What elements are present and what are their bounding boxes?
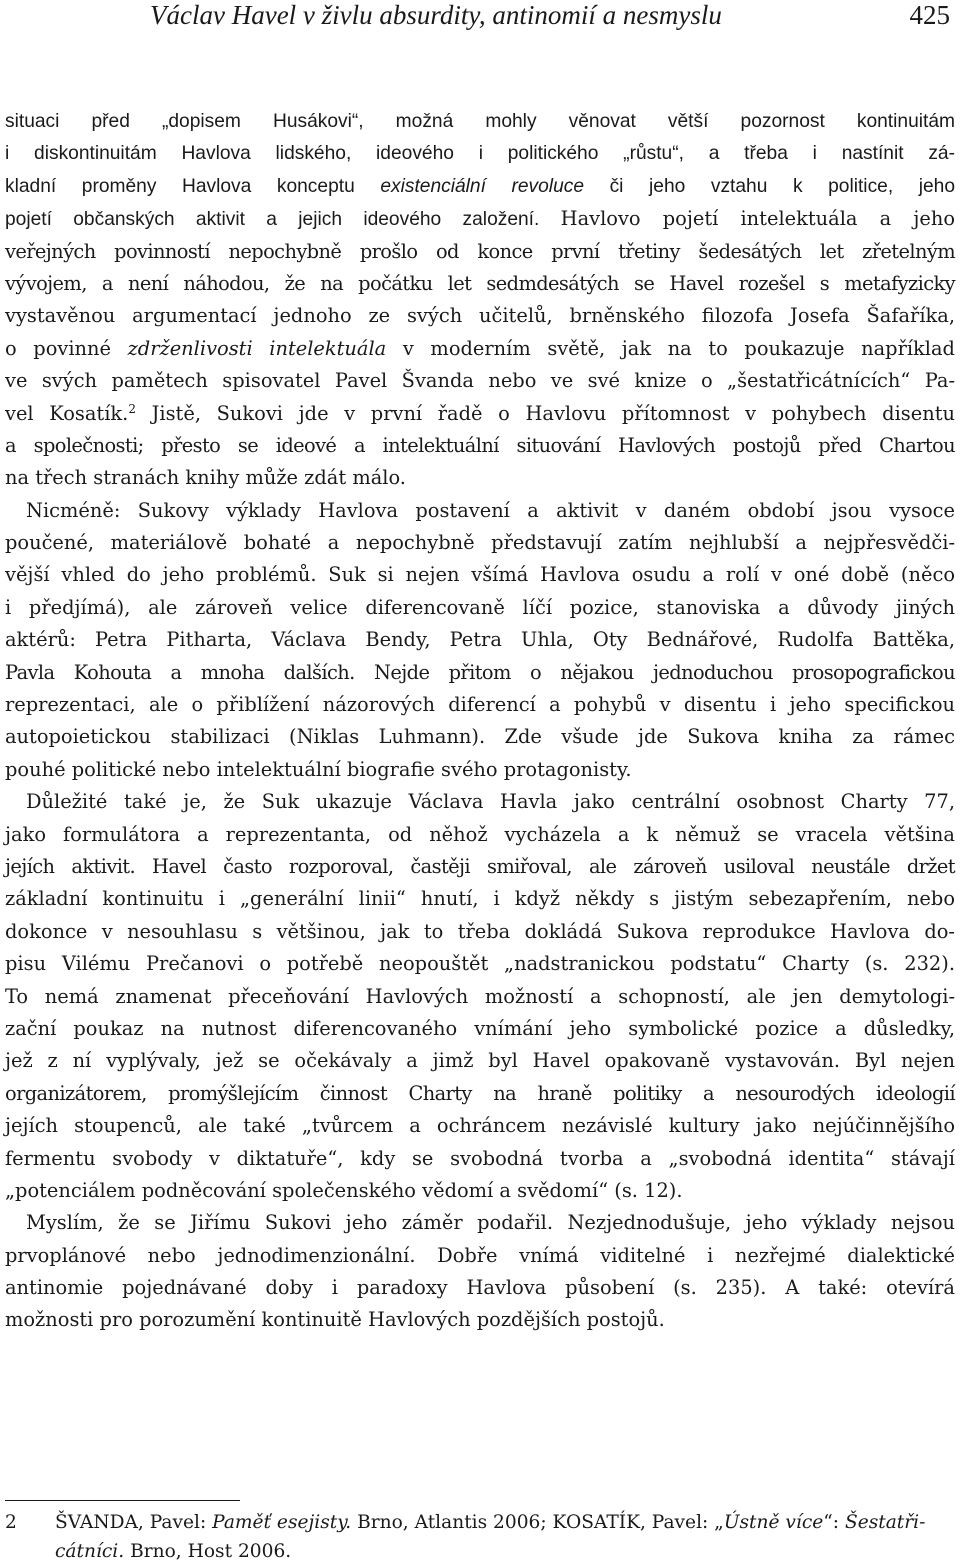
text-line xyxy=(5,689,955,721)
text-run: organizátorem, promýšlejícím činnost Charty na hraně politiky a nesourodých ideologií xyxy=(5,1081,955,1105)
text-line xyxy=(5,527,955,559)
italic-text: cátníci. xyxy=(55,1541,125,1562)
text-line xyxy=(5,592,955,624)
text-run: či jeho vztahu k politice, jeho xyxy=(584,175,956,197)
text-line xyxy=(5,851,955,883)
text-run: kladní proměny Havlova konceptu xyxy=(5,175,381,197)
text-line xyxy=(5,1304,955,1336)
text-line xyxy=(5,1240,955,1272)
text-run: základní kontinuitu i „generální linii“ hnutí, i když někdy s jistým sebezapřením, nebo xyxy=(5,887,955,911)
text-line xyxy=(5,786,955,818)
text-run: antinomie pojednávané doby i paradoxy Havlova působení (s. 235). A také: otevírá xyxy=(5,1276,955,1300)
text-line xyxy=(5,462,955,494)
text-run: dokonce v nesouhlasu s většinou, jak to třeba dokládá Sukova reprodukce Havlova do- xyxy=(5,919,955,943)
footnotes xyxy=(5,1508,955,1566)
text-line xyxy=(5,1045,955,1077)
italic-text: Šestatři- xyxy=(844,1512,926,1533)
text-run: situaci před „dopisem Husákovi“, možná mohly věnovat větší pozornost kontinuitám xyxy=(5,111,955,132)
text-line xyxy=(5,1175,955,1207)
text-line xyxy=(5,981,955,1013)
text-run: pouhé politické nebo intelektuální biografie svého protagonisty. xyxy=(5,757,632,781)
text-run: možnosti pro porozumění kontinuitě Havlových pozdějších postojů. xyxy=(5,1308,665,1332)
text-run: vystavěnou argumentací jednoho ze svých učitelů, brněnského filozofa Josefa Šafaříka, xyxy=(5,304,955,328)
text-run: Důležité také je, že Suk ukazuje Václava Havla jako centrální osobnost Charty 77, xyxy=(26,790,955,814)
text-run: i diskontinuitám Havlova lidského, ideového i politického „růstu“, a třeba i nastínit zá- xyxy=(5,143,955,165)
text-run: Brno, Atlantis 2006; KOSATÍK, Pavel: „ xyxy=(351,1512,724,1533)
text-run: zační poukaz na nutnost diferencovaného vnímání jeho symbolické pozice a důsledky, xyxy=(5,1016,955,1040)
text-line xyxy=(5,495,955,527)
text-run: vývojem, a není náhodou, že na počátku let sedmdesátých se Havel rozešel s metafyzicky xyxy=(5,271,955,295)
text-line xyxy=(5,268,955,300)
text-run: veřejných povinností nepochybně prošlo od konce první třetiny šedesátých let zřetelným xyxy=(5,239,955,263)
text-line xyxy=(5,657,955,689)
text-run: autopoietickou stabilizaci (Niklas Luhmann). Zde všude jde Sukova kniha za rámec xyxy=(5,725,955,749)
text-run: prvoplánové nebo jednodimenzionální. Dobře vnímá viditelné i nezřejmé dialektické xyxy=(5,1243,955,1267)
text-line xyxy=(5,721,955,753)
text-run: Pavla Kohouta a mnoha dalších. Nejde přitom o nějakou jednoduchou prosopografickou xyxy=(5,660,955,684)
text-line xyxy=(5,365,955,397)
text-line xyxy=(5,333,955,365)
text-run: o povinné xyxy=(5,336,128,360)
text-run: i předjímá), ale zároveň velice diferencovaně líčí pozice, stanoviska a důvody jiných xyxy=(5,595,955,619)
text-line xyxy=(5,106,955,138)
running-title: Václav Havel v živlu absurdity, antinomií a nesmyslu xyxy=(150,0,722,30)
text-run: Myslím, že se Jiřímu Sukovi jeho záměr podařil. Nezjednodušuje, jeho výklady nejsou xyxy=(26,1211,955,1235)
text-run: Jistě, Sukovi jde v první řadě o Havlovu přítomnost v pohybech disentu xyxy=(135,401,955,425)
footnote-text xyxy=(55,1541,291,1562)
text-run: reprezentaci, ale o přiblížení názorových diferencí a pohybů v disentu i jeho specifickou xyxy=(5,693,955,717)
text-run: jež z ní vyplývaly, jež se očekávaly a jimž byl Havel opakovaně vystavován. Byl nejen xyxy=(5,1049,955,1073)
text-run: poučené, materiálově bohaté a nepochybně představují zatím nejhlubší a nejpřesvědči- xyxy=(5,531,955,555)
footnote-text xyxy=(55,1512,925,1533)
text-line xyxy=(5,1110,955,1142)
text-run: ve svých pamětech spisovatel Pavel Švanda nebo ve své knize o „šestatřicátnících“ Pa- xyxy=(5,369,955,393)
text-run: ŠVANDA, Pavel: xyxy=(55,1512,213,1533)
text-run: Havlovo pojetí intelektuála a jeho xyxy=(560,207,956,231)
text-line xyxy=(5,1272,955,1304)
text-line xyxy=(5,559,955,591)
italic-text: existenciální revoluce xyxy=(380,175,585,197)
footnote-separator xyxy=(5,1500,240,1501)
text-line xyxy=(5,430,955,462)
footnote-number: 2 xyxy=(5,1512,17,1533)
text-line xyxy=(5,300,955,332)
text-run: pojetí občanských aktivit a jejich ideového založení. xyxy=(5,209,561,231)
text-run: aktérů: Petra Pitharta, Václava Bendy, Petra Uhla, Oty Bednářové, Rudolfa Battěka, xyxy=(5,628,955,652)
text-run: To nemá znamenat přeceňování Havlových možností a schopností, ale jen demytologi- xyxy=(5,984,955,1008)
text-line xyxy=(5,1143,955,1175)
text-line xyxy=(5,1207,955,1239)
text-run: jejích aktivit. Havel často rozporoval, častěji smiřoval, ale zároveň usiloval neustále držet xyxy=(5,854,955,878)
text-run: pisu Vilému Prečanovi o potřebě neopouštět „nadstranickou podstatu“ Charty (s. 232). xyxy=(5,952,955,976)
text-run: jako formulátora a reprezentanta, od něhož vycházela a k němuž se vracela většina xyxy=(5,822,955,846)
text-line xyxy=(5,236,955,268)
text-run: v moderním světě, jak na to poukazuje například xyxy=(386,336,955,360)
text-run: “: xyxy=(823,1512,845,1533)
body-text xyxy=(5,106,955,1337)
page-number: 425 xyxy=(909,0,950,30)
text-run: Brno, Host 2006. xyxy=(124,1541,292,1562)
text-line xyxy=(5,138,955,170)
text-line xyxy=(5,1013,955,1045)
footnote-line xyxy=(5,1537,955,1566)
text-run: „potenciálem podněcování společenského vědomí a svědomí“ (s. 12). xyxy=(5,1178,683,1202)
text-line xyxy=(5,948,955,980)
text-line xyxy=(5,1078,955,1110)
text-line xyxy=(5,883,955,915)
text-line xyxy=(5,819,955,851)
text-line xyxy=(5,398,955,430)
italic-text: zdrženlivosti intelektuála xyxy=(127,336,387,360)
text-run: vější vhled do jeho problémů. Suk si nejen všímá Havlova osudu a rolí v oné době (něco xyxy=(5,563,955,587)
text-run: vel Kosatík. xyxy=(5,401,129,425)
text-run: a společnosti; přesto se ideové a intelektuální situování Havlových postojů před Chartou xyxy=(5,433,955,457)
italic-text: Paměť esejisty. xyxy=(212,1512,352,1533)
text-line xyxy=(5,624,955,656)
page-header xyxy=(0,0,960,40)
text-run: fermentu svobody v diktatuře“, kdy se svobodná tvorba a „svobodná identita“ stávají xyxy=(5,1146,955,1170)
text-run: Nicméně: Sukovy výklady Havlova postavení a aktivit v daném období jsou vysoce xyxy=(26,498,955,522)
text-run: jejích stoupenců, ale také „tvůrcem a ochráncem nezávislé kultury jako nejúčinnějšího xyxy=(5,1114,955,1138)
footnote-line xyxy=(5,1508,955,1537)
text-line xyxy=(5,203,955,235)
text-line xyxy=(5,916,955,948)
text-line xyxy=(5,754,955,786)
text-line xyxy=(5,171,955,203)
italic-text: Ústně více xyxy=(723,1512,824,1533)
text-run: na třech stranách knihy může zdát málo. xyxy=(5,466,406,490)
footnote-reference: 2 xyxy=(128,401,136,416)
